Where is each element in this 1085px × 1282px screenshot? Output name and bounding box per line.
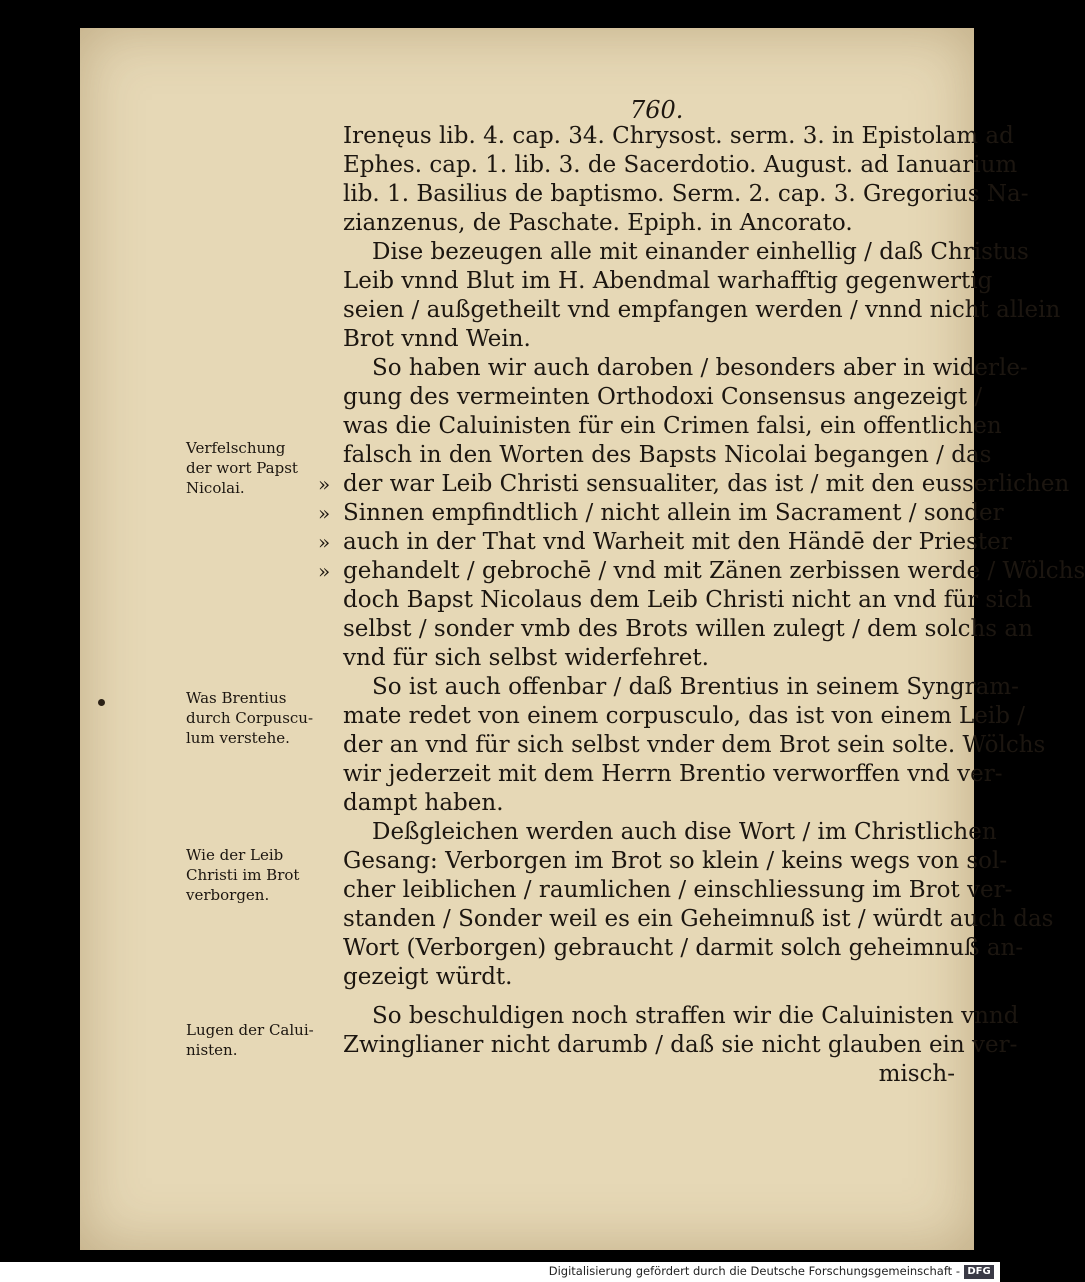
text-line: falsch in den Worten des Bapsts Nicolai begangen / das (343, 442, 992, 468)
text-line: standen / Sonder weil es ein Geheimnuß ist / würdt auch das (343, 906, 1054, 932)
text-line: Zwinglianer nicht darumb / daß sie nicht glauben ein ver- (343, 1032, 1018, 1058)
quote-mark: » (318, 501, 331, 525)
text-line: gezeigt würdt. (343, 964, 513, 990)
side-note-line: Christi im Brot (186, 866, 300, 884)
dfg-logo: DFG (964, 1265, 994, 1279)
side-note-line: durch Corpuscu- (186, 709, 314, 727)
text-line: auch in der That vnd Warheit mit den Händē der Priester (343, 529, 1012, 555)
side-note-line: lum verstehe. (186, 729, 290, 747)
text-line: Deßgleichen werden auch dise Wort / im Christlichen (372, 819, 997, 845)
text-line: dampt haben. (343, 790, 504, 816)
text-line: was die Caluinisten für ein Crimen falsi, ein offentlichen (343, 413, 1002, 439)
text-line: Dise bezeugen alle mit einander einhellig / daß Christus (372, 239, 1029, 265)
text-line: Ephes. cap. 1. lib. 3. de Sacerdotio. August. ad Ianuarium (343, 152, 1018, 178)
text-line: So ist auch offenbar / daß Brentius in seinem Syngram- (372, 674, 1019, 700)
side-note-line: Wie der Leib (186, 846, 284, 864)
page-number: 760. (630, 96, 684, 124)
text-line: Leib vnnd Blut im H. Abendmal warhafftig gegenwertig (343, 268, 993, 294)
side-note-line: Lugen der Calui- (186, 1021, 314, 1039)
text-line: cher leiblichen / raumlichen / einschliessung im Brot ver- (343, 877, 1013, 903)
margin-dot (98, 699, 105, 706)
text-line: Brot vnnd Wein. (343, 326, 531, 352)
text-line: Gesang: Verborgen im Brot so klein / keins wegs von sol- (343, 848, 1008, 874)
text-line: seien / außgetheilt vnd empfangen werden / vnnd nicht allein (343, 297, 1061, 323)
text-line: Wort (Verborgen) gebraucht / darmit solch geheimnuß an- (343, 935, 1024, 961)
text-line: gehandelt / gebrochē / vnd mit Zänen zerbissen werde / Wölchs (343, 558, 1085, 584)
text-line: So beschuldigen noch straffen wir die Caluinisten vnnd (372, 1003, 1019, 1029)
side-note-line: Nicolai. (186, 479, 245, 497)
text-line: vnd für sich selbst widerfehret. (343, 645, 709, 671)
text-line: doch Bapst Nicolaus dem Leib Christi nicht an vnd für sich (343, 587, 1033, 613)
catchword: misch- (878, 1061, 955, 1087)
text-line: selbst / sonder vmb des Brots willen zulegt / dem solchs an (343, 616, 1033, 642)
side-note-line: Was Brentius (186, 689, 287, 707)
side-note-line: nisten. (186, 1041, 238, 1059)
text-line: der war Leib Christi sensualiter, das ist / mit den eusserlichen (343, 471, 1070, 497)
side-note-line: Verfelschung (186, 439, 286, 457)
text-line: So haben wir auch daroben / besonders aber in widerle- (372, 355, 1028, 381)
text-line: mate redet von einem corpusculo, das ist von einem Leib / (343, 703, 1026, 729)
quote-mark: » (318, 530, 331, 554)
quote-mark: » (318, 472, 331, 496)
text-line: der an vnd für sich selbst vnder dem Brot sein solte. Wölchs (343, 732, 1046, 758)
text-line: zianzenus, de Paschate. Epiph. in Ancorato. (343, 210, 853, 236)
text-line: wir jederzeit mit dem Herrn Brentio verworffen vnd ver- (343, 761, 1003, 787)
text-line: gung des vermeinten Orthodoxi Consensus angezeigt / (343, 384, 983, 410)
text-line: lib. 1. Basilius de baptismo. Serm. 2. cap. 3. Gregorius Na- (343, 181, 1029, 207)
footer-bar (0, 1262, 1000, 1282)
side-note-line: der wort Papst (186, 459, 298, 477)
quote-mark: » (318, 559, 331, 583)
footer-credit: Digitalisierung gefördert durch die Deutsche Forschungsgemeinschaft - (548, 1264, 960, 1278)
text-line: Sinnen empfindtlich / nicht allein im Sacrament / sonder (343, 500, 1004, 526)
side-note-line: verborgen. (186, 886, 270, 904)
text-line: Irenęus lib. 4. cap. 34. Chrysost. serm. 3. in Epistolam ad (343, 123, 1014, 149)
